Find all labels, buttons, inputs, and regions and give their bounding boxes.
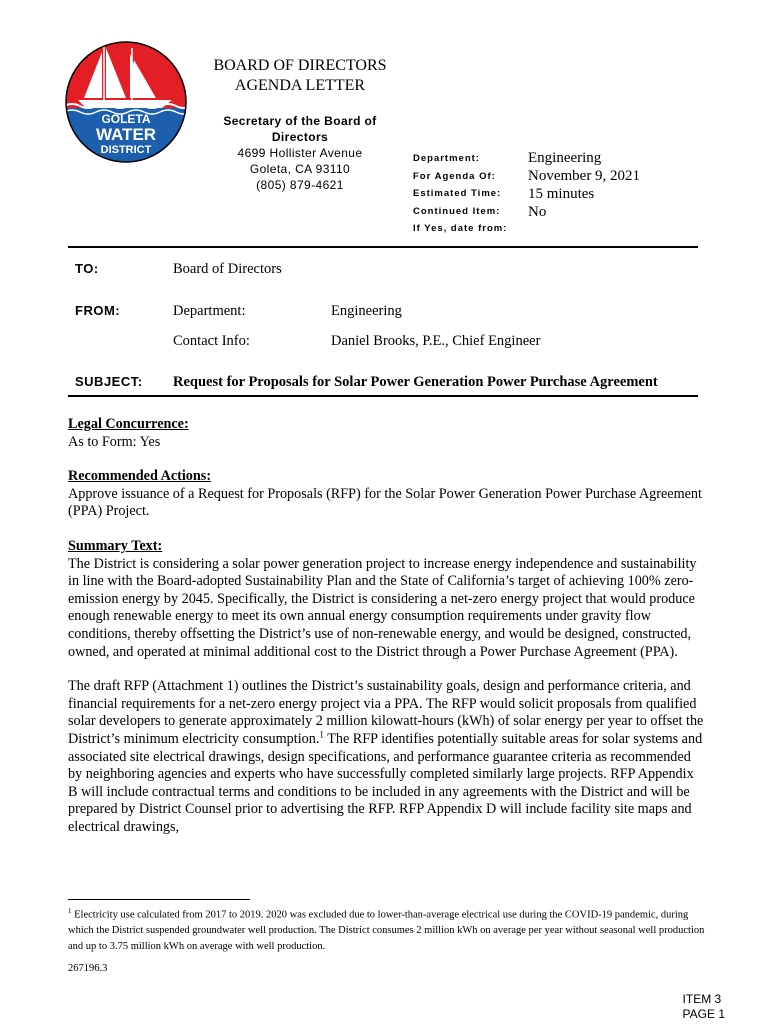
address-line1: 4699 Hollister Avenue bbox=[237, 146, 363, 160]
document-id: 267196.3 bbox=[68, 963, 108, 974]
footnote-divider bbox=[68, 899, 250, 900]
summary-paragraph-2-b: The RFP identifies potentially suitable areas for solar systems and associated site electrical drawings, design specifications, and performance guarantee criteria as recommended by neighboring agencies and experts who have successfully completed similarly large projects. RFP Appendix B will include contractual terms and conditions to be included in any agreements with the District and will be prepared by District Counsel prior to advertising the RFP. RFP Appendix D will include facility site maps and electrical drawings, bbox=[68, 730, 703, 835]
goleta-water-district-logo bbox=[64, 40, 188, 164]
summary-paragraph-2 bbox=[68, 678, 704, 836]
ifyes-label: If Yes, date from: bbox=[413, 223, 508, 235]
secretary-line1: Secretary of the Board of bbox=[223, 114, 377, 128]
summary-paragraph-1: The District is considering a solar power generation project to increase energy independence and sustainability in line with the Board-adopted Sustainability Plan and the State of California’s target of achieving 100% zero-emission energy by 2045. Specifically, the District is considering a net-zero energy project that would produce enough renewable energy to meet its own annual energy consumption requirements under gravity flow conditions, thereby offsetting the District’s use of non-renewable energy, and would be designed, constructed, owned, and operated at minimal additional cost to the District through a Power Purchase Agreement (PPA). bbox=[68, 555, 697, 660]
department-label: Department: bbox=[413, 153, 480, 164]
time-value: 15 minutes bbox=[528, 186, 595, 202]
secretary-line2: Directors bbox=[271, 130, 329, 144]
secretary-block bbox=[200, 113, 400, 193]
to-value: Board of Directors bbox=[173, 261, 282, 277]
from-label: FROM: bbox=[75, 303, 121, 318]
footnote-mark: 1 bbox=[68, 907, 72, 915]
item-number: ITEM 3 bbox=[682, 992, 722, 1006]
subject-label: SUBJECT: bbox=[75, 374, 143, 389]
footnote bbox=[68, 904, 708, 954]
subject-divider bbox=[68, 395, 698, 397]
continued-value: No bbox=[528, 204, 547, 220]
from-department-value: Engineering bbox=[331, 303, 402, 319]
meta-labels bbox=[413, 150, 507, 238]
page-number: PAGE 1 bbox=[682, 1007, 725, 1021]
continued-label: Continued Item: bbox=[413, 205, 501, 217]
summary-paragraph-2-a: The draft RFP (Attachment 1) outlines the District’s sustainability goals, design and performance criteria, and financial requirements for a net-zero energy project via a PPA. The RFP would solicit proposals from qualified solar developers to generate approximately 2 million kilowatt-hours (kWh) of solar energy per year to offset the District’s minimum electricity consumption. bbox=[68, 678, 704, 747]
legal-text: As to Form: Yes bbox=[68, 433, 161, 450]
title-line2: AGENDA LETTER bbox=[234, 77, 366, 94]
recommended-heading: Recommended Actions: bbox=[68, 468, 212, 485]
department-value: Engineering bbox=[528, 150, 602, 166]
letter-body bbox=[68, 416, 704, 853]
logo-line1: GOLETA bbox=[101, 112, 151, 126]
summary-heading: Summary Text: bbox=[68, 537, 163, 554]
phone-number: (805) 879-4621 bbox=[256, 178, 344, 192]
logo-line2: WATER bbox=[95, 125, 157, 144]
from-department-label: Department: bbox=[173, 303, 246, 319]
legal-heading: Legal Concurrence: bbox=[68, 416, 189, 432]
recommended-text: Approve issuance of a Request for Proposals (RFP) for the Solar Power Generation Power Purchase Agreement (PPA) Project. bbox=[68, 485, 702, 520]
logo-line3: DISTRICT bbox=[100, 144, 152, 156]
meta-values bbox=[528, 149, 640, 221]
agenda-label: For Agenda Of: bbox=[413, 170, 496, 182]
footnote-ref[interactable]: 1 bbox=[319, 729, 324, 740]
title-line1: BOARD OF DIRECTORS bbox=[213, 57, 387, 74]
agenda-value: November 9, 2021 bbox=[528, 168, 641, 184]
time-label: Estimated Time: bbox=[413, 188, 502, 200]
subject-value: Request for Proposals for Solar Power Generation Power Purchase Agreement bbox=[173, 374, 658, 390]
header-divider bbox=[68, 246, 698, 248]
to-label: TO: bbox=[75, 261, 99, 276]
contact-label: Contact Info: bbox=[173, 333, 250, 349]
address-line2: Goleta, CA 93110 bbox=[249, 162, 351, 176]
item-page-marker bbox=[683, 992, 725, 1022]
letter-title bbox=[180, 56, 420, 96]
footnote-text: Electricity use calculated from 2017 to 2019. 2020 was excluded due to lower-than-average electrical use during the COVID-19 pandemic, during which the District suspended groundwater well production. The District consumes 2 million kWh on average per year without seasonal well production and up to 3.75 million kWh on average with well production. bbox=[68, 909, 705, 952]
contact-value: Daniel Brooks, P.E., Chief Engineer bbox=[331, 333, 541, 349]
